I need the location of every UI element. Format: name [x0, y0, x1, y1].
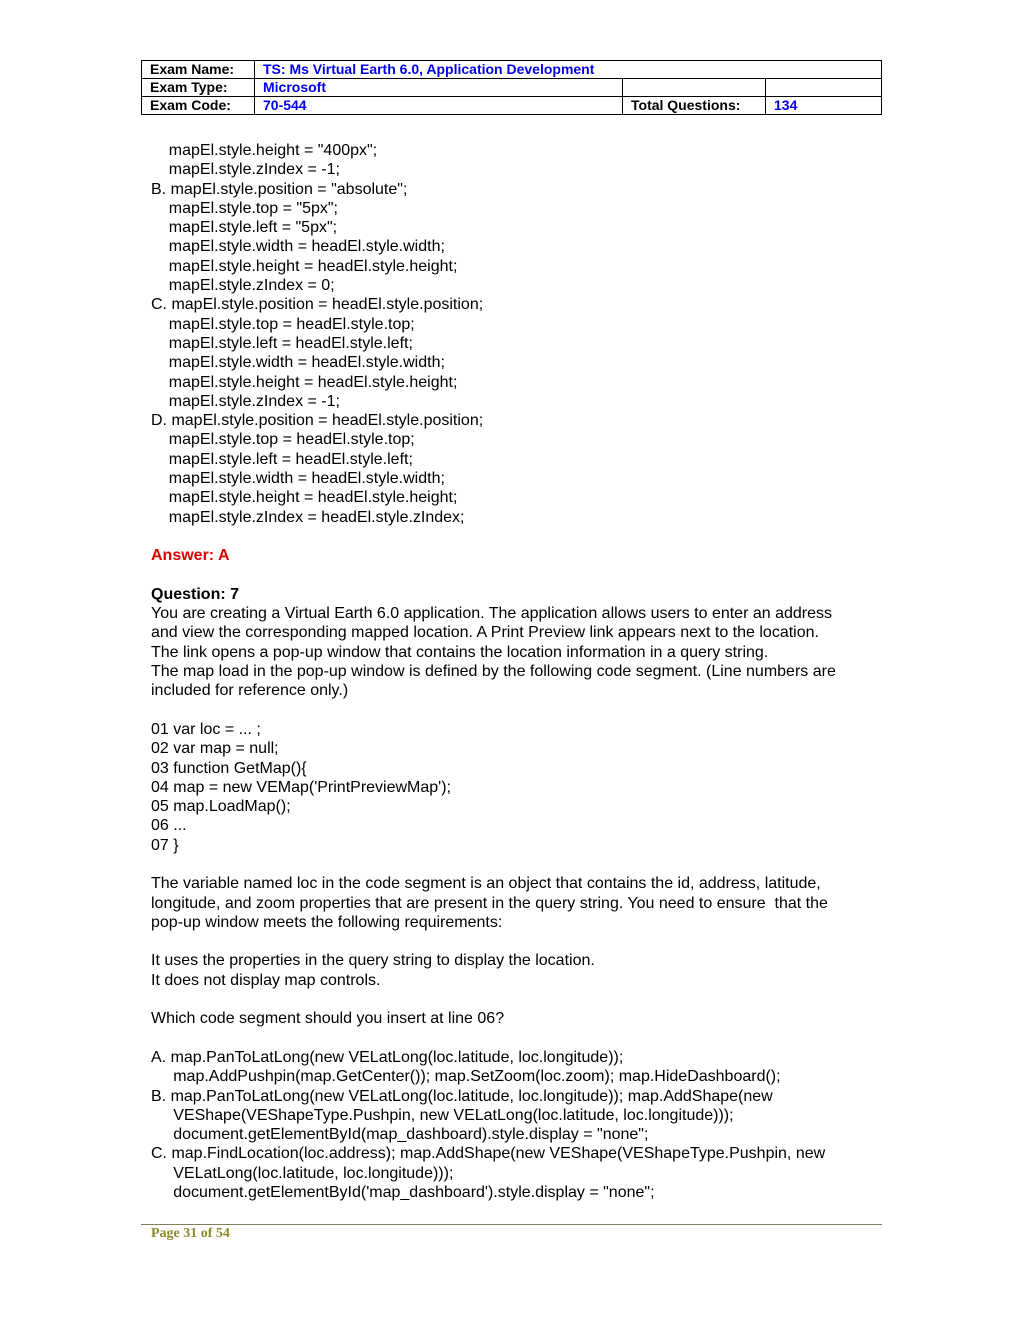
option-line: mapEl.style.zIndex = headEl.style.zIndex;	[151, 508, 465, 526]
answer-option-line: B. map.PanToLatLong(new VELatLong(loc.latitude, loc.longitude)); map.AddShape(new	[151, 1087, 773, 1105]
answer-option-line: document.getElementById(map_dashboard).style.display = "none";	[151, 1126, 649, 1144]
requirement-line: It does not display map controls.	[151, 971, 381, 989]
exam-name-label: Exam Name:	[142, 61, 255, 79]
exam-code-value: 70-544	[255, 97, 623, 115]
answer-option-line: VEShape(VEShapeType.Pushpin, new VELatLong(loc.latitude, loc.longitude)));	[151, 1106, 734, 1124]
code-line: 07 }	[151, 836, 179, 854]
code-line: 03 function GetMap(){	[151, 759, 307, 777]
description-line: pop-up window meets the following requirements:	[151, 913, 503, 931]
exam-type-empty-cell	[623, 79, 766, 97]
option-line: mapEl.style.width = headEl.style.width;	[151, 470, 445, 488]
question-text-line: and view the corresponding mapped location. A Print Preview link appears next to the location.	[151, 624, 819, 642]
code-line: 06 ...	[151, 817, 187, 835]
exam-type-empty-cell-2	[766, 79, 882, 97]
code-line: 04 map = new VEMap('PrintPreviewMap');	[151, 778, 452, 796]
option-line: mapEl.style.width = headEl.style.width;	[151, 238, 445, 256]
question-text-line: The link opens a pop-up window that contains the location information in a query string.	[151, 643, 769, 661]
exam-type-value: Microsoft	[255, 79, 623, 97]
requirement-line: It uses the properties in the query string to display the location.	[151, 952, 595, 970]
question-text-line: You are creating a Virtual Earth 6.0 application. The application allows users to enter an address	[151, 605, 833, 623]
answer-option-line: C. map.FindLocation(loc.address); map.AddShape(new VEShape(VEShapeType.Pushpin, new	[151, 1145, 826, 1163]
option-line: mapEl.style.left = headEl.style.left;	[151, 334, 413, 352]
description-line: The variable named loc in the code segment is an object that contains the id, address, latitude,	[151, 875, 821, 893]
exam-type-label: Exam Type:	[142, 79, 255, 97]
code-line: 01 var loc = ... ;	[151, 720, 261, 738]
option-line: mapEl.style.top = headEl.style.top;	[151, 315, 415, 333]
description-line: longitude, and zoom properties that are present in the query string. You need to ensure that the	[151, 894, 828, 912]
option-line: mapEl.style.height = headEl.style.height;	[151, 489, 458, 507]
answer-option-line: document.getElementById('map_dashboard').style.display = "none";	[151, 1184, 655, 1202]
option-line: mapEl.style.zIndex = 0;	[151, 277, 335, 295]
option-line: mapEl.style.zIndex = -1;	[151, 161, 340, 179]
option-line: mapEl.style.width = headEl.style.width;	[151, 354, 445, 372]
question-text-line: included for reference only.)	[151, 682, 349, 700]
answer-option-line: VELatLong(loc.latitude, loc.longitude)));	[151, 1164, 454, 1182]
exam-code-label: Exam Code:	[142, 97, 255, 115]
exam-header-table	[141, 60, 882, 115]
option-line: C. mapEl.style.position = headEl.style.position;	[151, 296, 484, 314]
option-line: D. mapEl.style.position = headEl.style.position;	[151, 412, 484, 430]
total-questions-label: Total Questions:	[623, 97, 766, 115]
option-line: mapEl.style.zIndex = -1;	[151, 392, 340, 410]
total-questions-value: 134	[766, 97, 882, 115]
question-text-line: The map load in the pop-up window is defined by the following code segment. (Line numbers are	[151, 663, 836, 681]
option-line: B. mapEl.style.position = "absolute";	[151, 180, 408, 198]
page-number: Page 31 of 54	[151, 1226, 230, 1241]
option-line: mapEl.style.left = headEl.style.left;	[151, 450, 413, 468]
question-title: Question: 7	[151, 585, 240, 603]
answer-option-line: map.AddPushpin(map.GetCenter()); map.SetZoom(loc.zoom); map.HideDashboard();	[151, 1068, 781, 1086]
option-line: mapEl.style.height = "400px";	[151, 142, 378, 159]
option-line: mapEl.style.top = "5px";	[151, 199, 338, 217]
option-line: mapEl.style.height = headEl.style.height;	[151, 373, 458, 391]
code-line: 05 map.LoadMap();	[151, 798, 291, 816]
option-line: mapEl.style.left = "5px";	[151, 219, 338, 237]
footer-divider	[141, 1224, 882, 1225]
exam-name-value: TS: Ms Virtual Earth 6.0, Application Development	[255, 61, 882, 79]
code-line: 02 var map = null;	[151, 740, 279, 758]
answer-label: Answer: A	[151, 547, 230, 565]
option-line: mapEl.style.height = headEl.style.height;	[151, 257, 458, 275]
question-prompt: Which code segment should you insert at line 06?	[151, 1010, 505, 1028]
option-line: mapEl.style.top = headEl.style.top;	[151, 431, 415, 449]
answer-option-line: A. map.PanToLatLong(new VELatLong(loc.latitude, loc.longitude));	[151, 1048, 624, 1066]
document-body	[151, 141, 871, 1202]
